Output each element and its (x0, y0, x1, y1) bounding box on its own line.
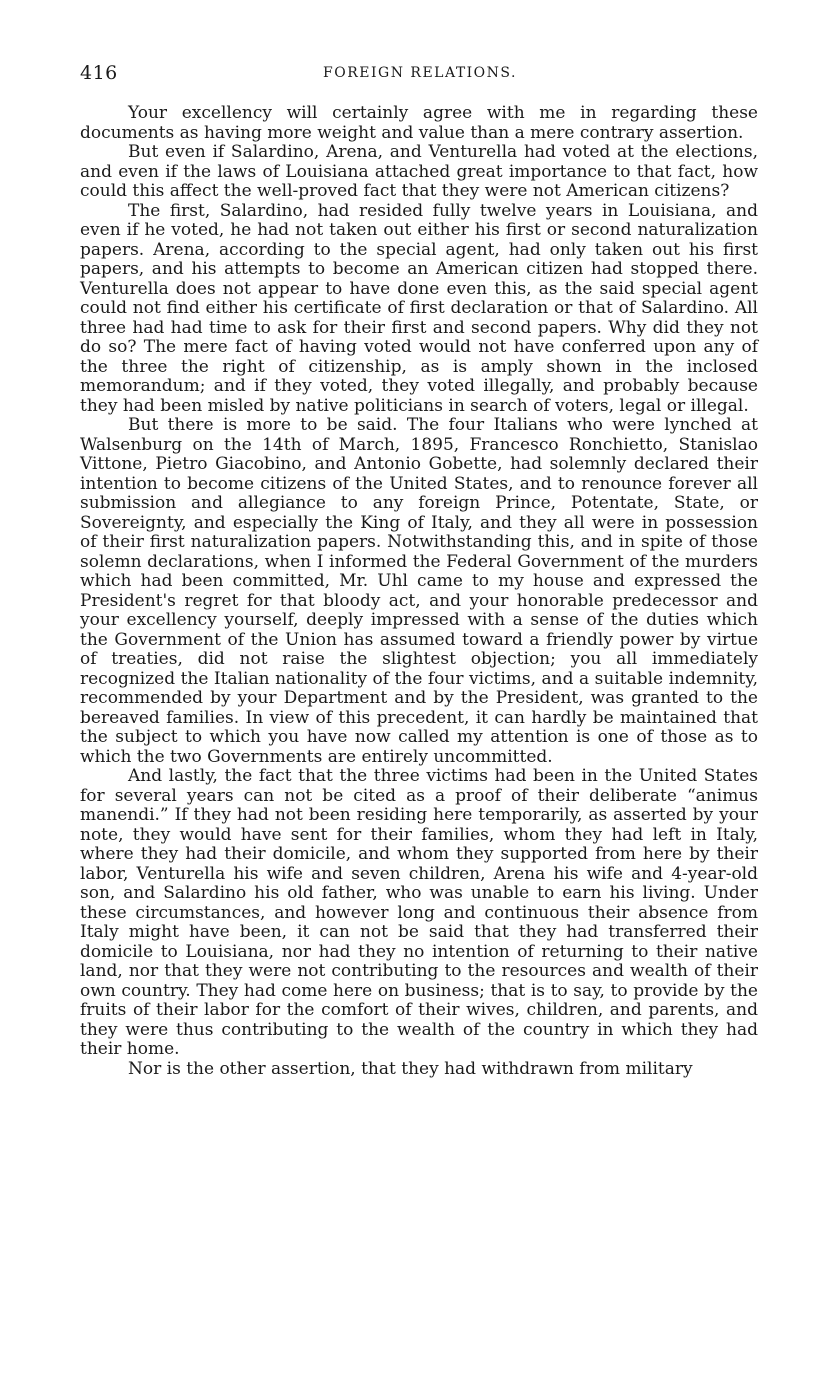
paragraph-documents-weight: Your excellency will certainly agree with me in regarding these documents as having more weight and value than a mere contrary assertion. (80, 103, 758, 143)
paragraph-animus-manendi: And lastly, the fact that the three victims had been in the United States for several years can not be cited as a proof of their deliberate “animus manendi.” If they had not been residing here temporarily, as asserted by your note, they would have sent for their families, whom they had left in Italy, where they had their domicile, and whom they supported from here by their labor, Venturella his wife and seven children, Arena his wife and 4-year-old son, and Salardino his old father, who was unable to earn his living. Under these circumstances, and however long and continuous their absence from Italy might have been, it can not be said that they had transferred their domicile to Louisiana, nor had they no intention of returning to their native land, nor that they were not contributing to the resources and wealth of their own country. They had come here on business; that is to say, to provide by the fruits of their labor for the comfort of their wives, children, and parents, and they were thus contributing to the wealth of the country in which they had their home. (80, 766, 758, 1059)
paragraph-walsenburg-precedent: But there is more to be said. The four Italians who were lynched at Walsenburg on the 14th of March, 1895, Francesco Ronchietto, Stanislao Vittone, Pietro Giacobino, and Antonio Gobette, had solemnly declared their intention to become citizens of the United States, and to renounce forever all submission and allegiance to any foreign Prince, Potentate, State, or Sovereignty, and especially the King of Italy, and they all were in possession of their first naturalization papers. Notwithstanding this, and in spite of those solemn declarations, when I informed the Federal Government of the murders which had been committed, Mr. Uhl came to my house and expressed the President's regret for that bloody act, and your honorable predecessor and your excellency yourself, deeply impressed with a sense of the duties which the Government of the Union has assumed toward a friendly power by virtue of treaties, did not raise the slightest objection; you all immediately recognized the Italian nationality of the four victims, and a suitable indemnity, recommended by your Department and by the President, was granted to the bereaved families. In view of this precedent, it can hardly be maintained that the subject to which you have now called my attention is one of those as to which the two Governments are entirely uncommitted. (80, 415, 758, 767)
running-title: FOREIGN RELATIONS. (323, 65, 517, 81)
running-head (80, 62, 760, 86)
page-number: 416 (80, 62, 118, 84)
body-text (80, 104, 758, 1079)
paragraph-military-assertion: Nor is the other assertion, that they had withdrawn from military (128, 1058, 693, 1079)
paragraph-naturalization-papers: The first, Salardino, had resided fully twelve years in Louisiana, and even if he voted, he had not taken out either his first or second naturalization papers. Arena, according to the special agent, had only taken out his first papers, and his attempts to become an American citizen had stopped there. Venturella does not appear to have done even this, as the said special agent could not find either his certificate of first declaration or that of Salardino. All three had had time to ask for their first and second papers. Why did they not do so? The mere fact of having voted would not have conferred upon any of the three the right of citizenship, as is amply shown in the inclosed memorandum; and if they voted, they voted illegally, and probably because they had been misled by native politicians in search of voters, legal or illegal. (80, 200, 758, 416)
paragraph-voted-at-elections: But even if Salardino, Arena, and Venturella had voted at the elections, and even if the laws of Louisiana attached great importance to that fact, how could this affect the well-proved fact that they were not American citizens? (80, 142, 758, 201)
